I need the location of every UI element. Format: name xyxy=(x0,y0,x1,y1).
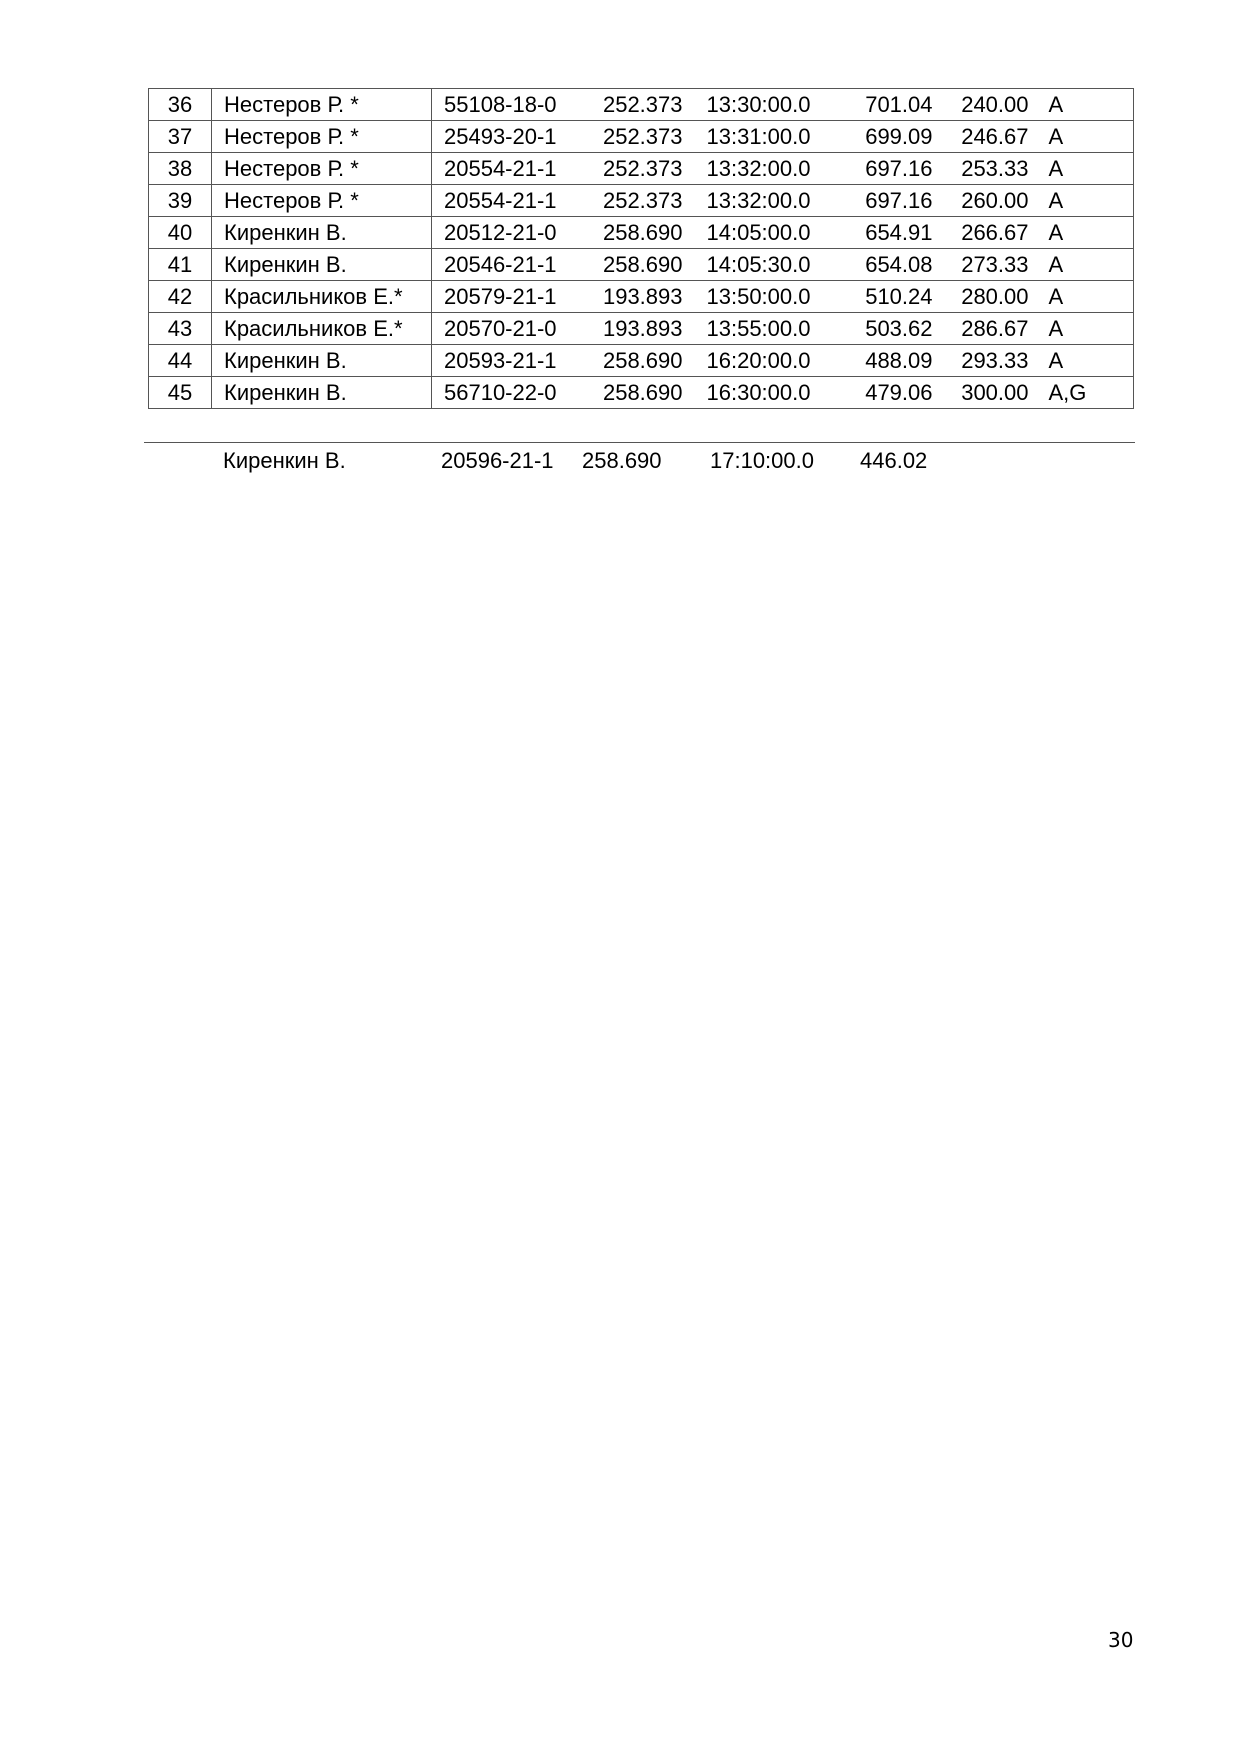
extra-time: 17:10:00.0 xyxy=(710,448,814,473)
extra-value: 258.690 xyxy=(582,448,662,473)
table-row xyxy=(149,249,1134,281)
cell-r1: 488.09 xyxy=(835,345,945,377)
cell-r2: 240.00 xyxy=(945,89,1037,121)
extra-r1: 446.02 xyxy=(860,448,928,473)
cell-time: 13:50:00.0 xyxy=(695,281,835,313)
cell-num: 43 xyxy=(149,313,212,345)
table-row xyxy=(149,89,1134,121)
cell-name: Нестеров Р. * xyxy=(212,121,432,153)
cell-r2: 286.67 xyxy=(945,313,1037,345)
cell-time: 14:05:00.0 xyxy=(695,217,835,249)
cell-num: 42 xyxy=(149,281,212,313)
cell-name: Нестеров Р. * xyxy=(212,89,432,121)
cell-flag: A,G xyxy=(1037,377,1134,409)
table-row xyxy=(149,313,1134,345)
table-row xyxy=(149,121,1134,153)
cell-r2: 266.67 xyxy=(945,217,1037,249)
extra-name: Киренкин В. xyxy=(223,448,346,473)
cell-value: 258.690 xyxy=(570,249,695,281)
cell-value: 193.893 xyxy=(570,281,695,313)
cell-time: 13:30:00.0 xyxy=(695,89,835,121)
page-number: 30 xyxy=(1108,1628,1134,1652)
cell-time: 14:05:30.0 xyxy=(695,249,835,281)
cell-num: 40 xyxy=(149,217,212,249)
table-row xyxy=(149,185,1134,217)
cell-r2: 260.00 xyxy=(945,185,1037,217)
cell-id: 20579-21-1 xyxy=(432,281,570,313)
cell-flag: A xyxy=(1037,249,1134,281)
cell-r2: 300.00 xyxy=(945,377,1037,409)
cell-value: 252.373 xyxy=(570,153,695,185)
cell-value: 258.690 xyxy=(570,377,695,409)
results-table xyxy=(148,88,1134,409)
cell-r1: 701.04 xyxy=(835,89,945,121)
cell-time: 16:30:00.0 xyxy=(695,377,835,409)
table-row xyxy=(149,281,1134,313)
cell-flag: A xyxy=(1037,313,1134,345)
cell-flag: A xyxy=(1037,121,1134,153)
cell-value: 193.893 xyxy=(570,313,695,345)
cell-flag: A xyxy=(1037,345,1134,377)
cell-name: Красильников Е.* xyxy=(212,281,432,313)
cell-time: 16:20:00.0 xyxy=(695,345,835,377)
cell-r2: 246.67 xyxy=(945,121,1037,153)
cell-r1: 697.16 xyxy=(835,153,945,185)
cell-value: 258.690 xyxy=(570,217,695,249)
table-row xyxy=(149,217,1134,249)
extra-id: 20596-21-1 xyxy=(441,448,554,473)
cell-name: Киренкин В. xyxy=(212,217,432,249)
table-row xyxy=(149,153,1134,185)
cell-r1: 479.06 xyxy=(835,377,945,409)
cell-r1: 654.08 xyxy=(835,249,945,281)
cell-value: 252.373 xyxy=(570,185,695,217)
cell-r2: 253.33 xyxy=(945,153,1037,185)
cell-flag: A xyxy=(1037,185,1134,217)
cell-id: 55108-18-0 xyxy=(432,89,570,121)
cell-num: 39 xyxy=(149,185,212,217)
cell-r2: 280.00 xyxy=(945,281,1037,313)
cell-num: 36 xyxy=(149,89,212,121)
cell-name: Киренкин В. xyxy=(212,377,432,409)
cell-time: 13:31:00.0 xyxy=(695,121,835,153)
cell-time: 13:32:00.0 xyxy=(695,153,835,185)
cell-id: 20546-21-1 xyxy=(432,249,570,281)
cell-r1: 654.91 xyxy=(835,217,945,249)
cell-id: 56710-22-0 xyxy=(432,377,570,409)
table-body xyxy=(149,89,1134,409)
cell-r2: 293.33 xyxy=(945,345,1037,377)
cell-name: Красильников Е.* xyxy=(212,313,432,345)
separator-line xyxy=(144,442,1135,443)
cell-value: 252.373 xyxy=(570,89,695,121)
cell-id: 20570-21-0 xyxy=(432,313,570,345)
cell-num: 45 xyxy=(149,377,212,409)
cell-r2: 273.33 xyxy=(945,249,1037,281)
cell-r1: 699.09 xyxy=(835,121,945,153)
cell-flag: A xyxy=(1037,153,1134,185)
cell-id: 25493-20-1 xyxy=(432,121,570,153)
table-row xyxy=(149,345,1134,377)
cell-num: 41 xyxy=(149,249,212,281)
cell-r1: 697.16 xyxy=(835,185,945,217)
cell-r1: 510.24 xyxy=(835,281,945,313)
cell-time: 13:55:00.0 xyxy=(695,313,835,345)
cell-name: Киренкин В. xyxy=(212,345,432,377)
cell-id: 20554-21-1 xyxy=(432,153,570,185)
cell-id: 20554-21-1 xyxy=(432,185,570,217)
cell-flag: A xyxy=(1037,217,1134,249)
cell-flag: A xyxy=(1037,281,1134,313)
cell-id: 20512-21-0 xyxy=(432,217,570,249)
cell-name: Нестеров Р. * xyxy=(212,185,432,217)
cell-r1: 503.62 xyxy=(835,313,945,345)
cell-value: 252.373 xyxy=(570,121,695,153)
cell-value: 258.690 xyxy=(570,345,695,377)
cell-time: 13:32:00.0 xyxy=(695,185,835,217)
cell-num: 37 xyxy=(149,121,212,153)
cell-name: Киренкин В. xyxy=(212,249,432,281)
cell-num: 38 xyxy=(149,153,212,185)
table-row xyxy=(149,377,1134,409)
cell-id: 20593-21-1 xyxy=(432,345,570,377)
cell-num: 44 xyxy=(149,345,212,377)
cell-flag: A xyxy=(1037,89,1134,121)
cell-name: Нестеров Р. * xyxy=(212,153,432,185)
